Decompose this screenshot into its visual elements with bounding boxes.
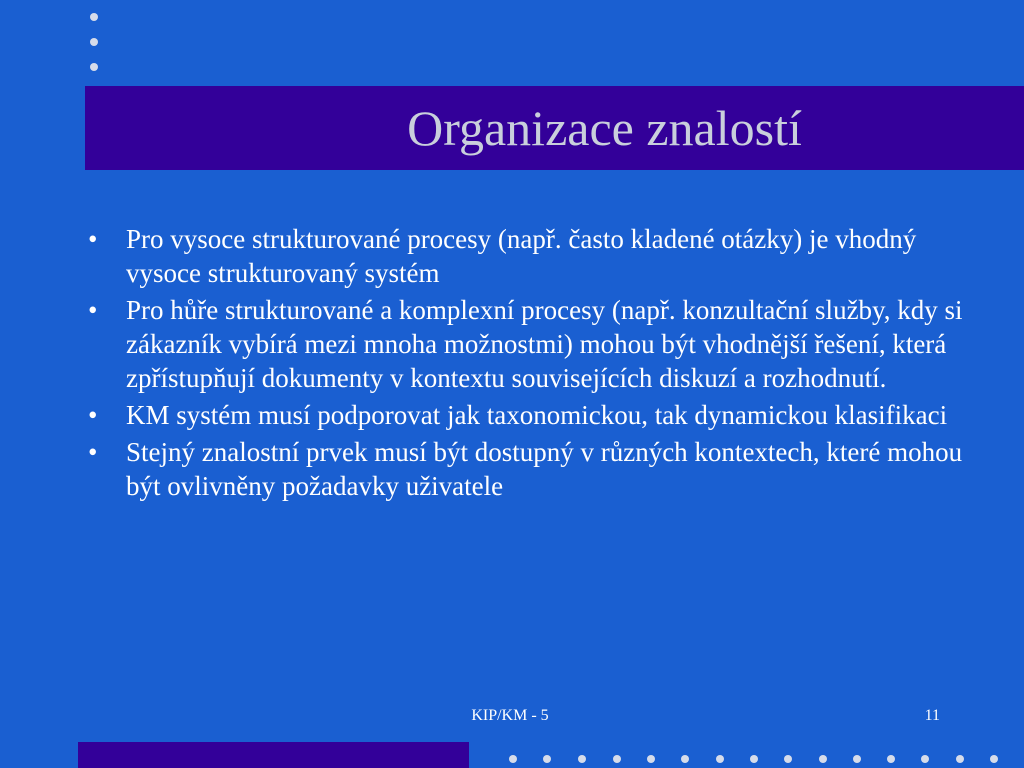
bullet-item <box>88 293 968 395</box>
decorative-dot <box>853 755 861 763</box>
decorative-dot <box>750 755 758 763</box>
decorative-dot <box>990 755 998 763</box>
bullet-text: KM systém musí podporovat jak taxonomickou, tak dynamickou klasifikaci <box>126 400 948 430</box>
decorative-dot <box>681 755 689 763</box>
decorative-dot <box>509 755 517 763</box>
bullet-icon: • <box>88 224 98 254</box>
bullet-list <box>88 222 968 506</box>
slide-title: Organizace znalostí <box>407 100 802 156</box>
decorative-dot <box>921 755 929 763</box>
bullet-text: Stejný znalostní prvek musí být dostupný v různých kontextech, které mohou být ovlivněny požadavky uživatele <box>126 437 963 501</box>
bullet-icon: • <box>88 295 98 325</box>
decorative-dot <box>887 755 895 763</box>
decorative-dot <box>956 755 964 763</box>
bullet-item <box>88 222 968 290</box>
decorative-dot <box>716 755 724 763</box>
bullet-text: Pro vysoce strukturované procesy (např. často kladené otázky) je vhodný vysoce strukturovaný systém <box>126 224 917 288</box>
footer-text: KIP/KM - 5 <box>471 707 549 724</box>
decorative-dot <box>819 755 827 763</box>
page-number: 11 <box>924 707 940 724</box>
bullet-item <box>88 398 968 432</box>
title-bar <box>85 86 1024 170</box>
decorative-dot <box>543 755 551 763</box>
decorative-dot <box>613 755 621 763</box>
bottom-accent-bar <box>78 742 469 768</box>
bullet-icon: • <box>88 400 98 430</box>
decorative-dot <box>90 63 98 71</box>
bullet-icon: • <box>88 437 98 467</box>
decorative-dot <box>578 755 586 763</box>
bullet-item <box>88 435 968 503</box>
bullet-text: Pro hůře strukturované a komplexní procesy (např. konzultační služby, kdy si zákazník vybírá mezi mnoha možnostmi) mohou být vhodnější řešení, která zpřístupňují dokumenty v kontextu souvisejících diskuzí a rozhodnutí. <box>126 295 963 393</box>
decorative-dot <box>90 13 98 21</box>
decorative-dot <box>90 38 98 46</box>
decorative-dot <box>784 755 792 763</box>
decorative-dot <box>647 755 655 763</box>
